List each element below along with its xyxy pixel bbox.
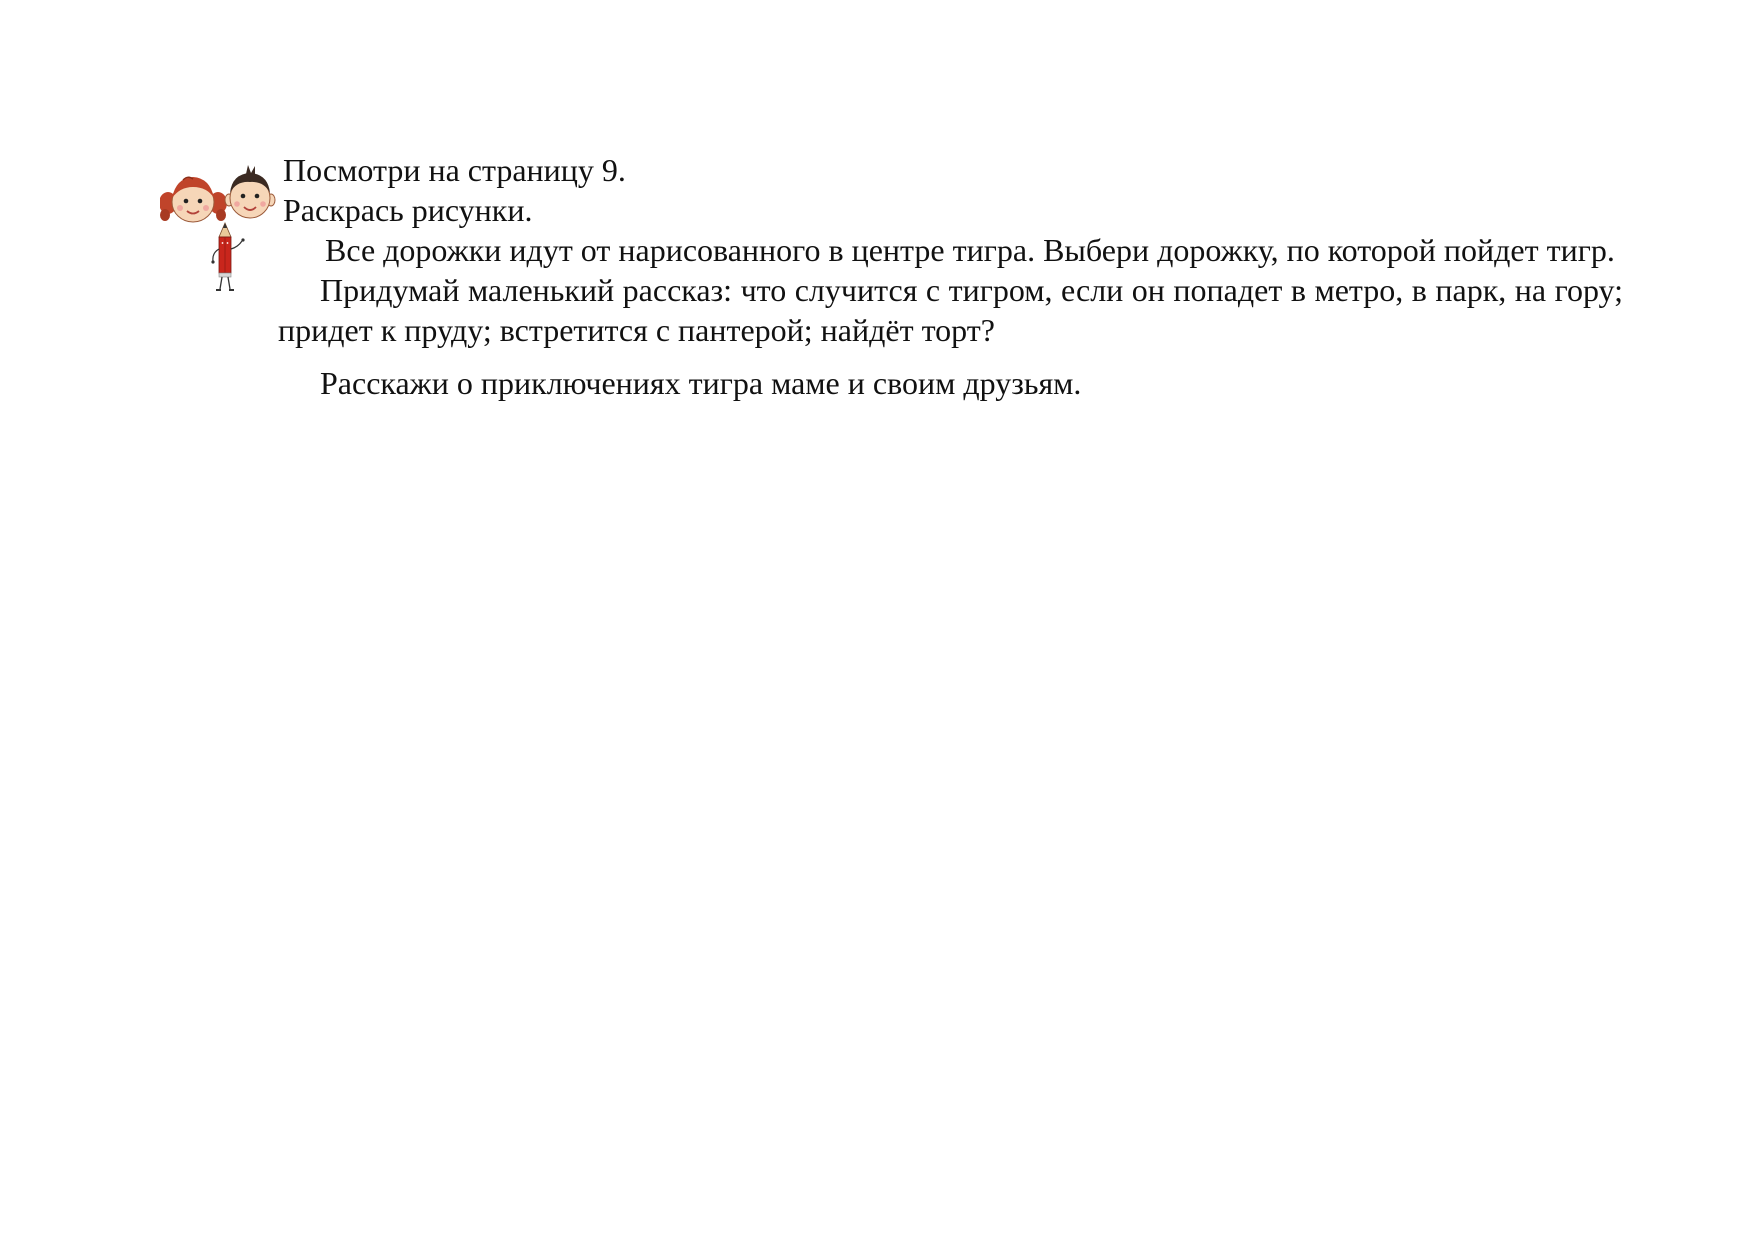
girl-face-icon [160, 177, 227, 222]
color-pictures-line: Раскрась рисунки. [283, 192, 533, 228]
paths-paragraph: Все дорожки идут от нарисованного в центре тигра. Выбери дорожку, по которой пойдет тигр. [325, 232, 1615, 268]
story-paragraph: Придумай маленький рассказ: что случится с тигром, если он попадет в метро, в парк, на гору; придет к пруду; встретится с пантерой; найдёт торт? [278, 272, 1623, 348]
tell-paragraph: Расскажи о приключениях тигра маме и своим друзьям. [320, 365, 1082, 401]
boy-face-icon [225, 165, 275, 218]
look-at-page-line: Посмотри на страницу 9. [283, 152, 626, 188]
pencil-character-icon [211, 223, 244, 290]
children-pencil-illustration [160, 165, 290, 300]
instructions-text-block [278, 150, 1623, 403]
children-pencil-svg [160, 165, 290, 300]
